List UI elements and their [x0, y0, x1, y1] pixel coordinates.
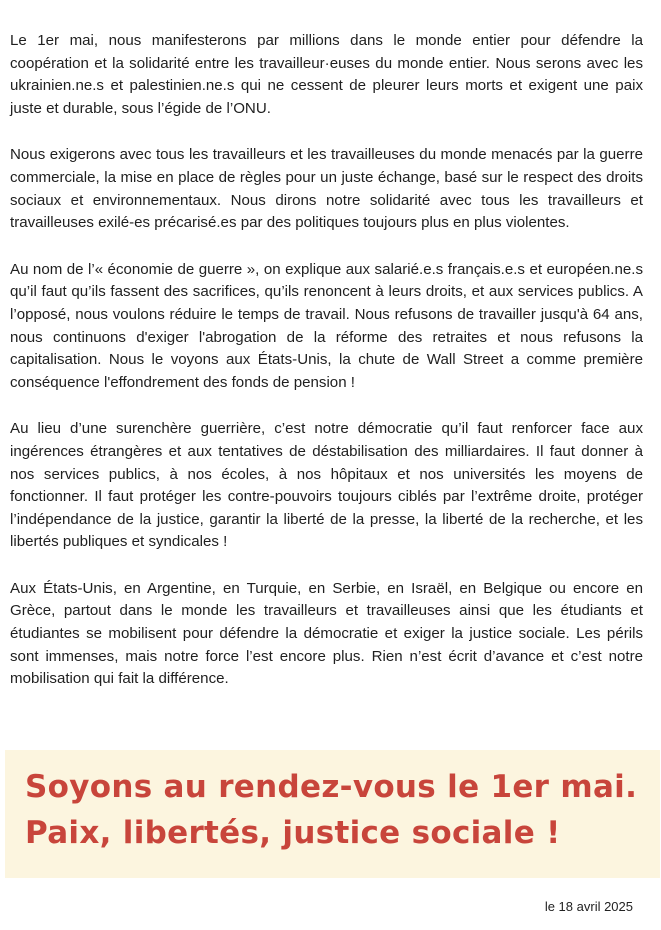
slogan-line-1: Soyons au rendez-vous le 1er mai.: [25, 769, 638, 805]
publication-date: le 18 avril 2025: [544, 899, 633, 914]
paragraph-5: Aux États-Unis, en Argentine, en Turquie, en Serbie, en Israël, en Belgique ou encore en Grèce, partout dans le monde les travailleurs et travailleuses ainsi que les étudiants et étudiantes se mobilisent pour défendre la démocratie et exiger la justice sociale. Les périls sont immenses, mais notre force l’est encore plus. Rien n’est écrit d’avance et c’est notre mobilisation qui fait la différence.: [10, 579, 643, 688]
slogan-line-2: Paix, libertés, justice sociale !: [25, 815, 561, 851]
paragraph-2: Nous exigerons avec tous les travailleurs et les travailleuses du monde menacés par la guerre commerciale, la mise en place de règles pour un juste échange, basé sur le respect des droits sociaux et environnementaux. Nous dirons notre solidarité avec tous les travailleurs et travailleuses exilé-es précarisé.es par des politiques toujours plus en plus violentes.: [10, 146, 643, 232]
paragraph-3: Au nom de l’« économie de guerre », on explique aux salarié.e.s français.e.s et européen.ne.s qu’il faut qu’ils fassent des sacrifices, qu’ils renoncent à leurs droits, et aux services publics. A l’opposé, nous voulons réduire le temps de travail. Nous refusons de travailler jusqu'à 64 ans, nous continuons d'exiger l'abrogation de la réforme des retraites et nous refusons la capitalisation. Nous le voyons aux États-Unis, la chute de Wall Street a comme première conséquence l'effondrement des fonds de pension !: [10, 260, 643, 391]
paragraph-1: Le 1er mai, nous manifesterons par millions dans le monde entier pour défendre la coopération et la solidarité entre les travailleur·euses du monde entier. Nous serons avec les ukrainien.ne.s et palestinien.ne.s qui ne cessent de pleurer leurs morts et exigent une paix juste et durable, sous l’égide de l’ONU.: [10, 32, 643, 117]
paragraph-4: Au lieu d’une surenchère guerrière, c’est notre démocratie qu’il faut renforcer face aux ingérences étrangères et aux tentatives de déstabilisation des milliardaires. Il faut donner à nos services publics, à nos écoles, à nos hôpitaux et nos universités les moyens de fonctionner. Il faut protéger les contre-pouvoirs toujours ciblés par l’extrême droite, protéger l’indépendance de la justice, garantir la liberté de la presse, la liberté de la recherche, et les libertés publiques et syndicales !: [10, 420, 643, 551]
article-body: [10, 30, 643, 715]
slogan-callout: [5, 750, 660, 878]
